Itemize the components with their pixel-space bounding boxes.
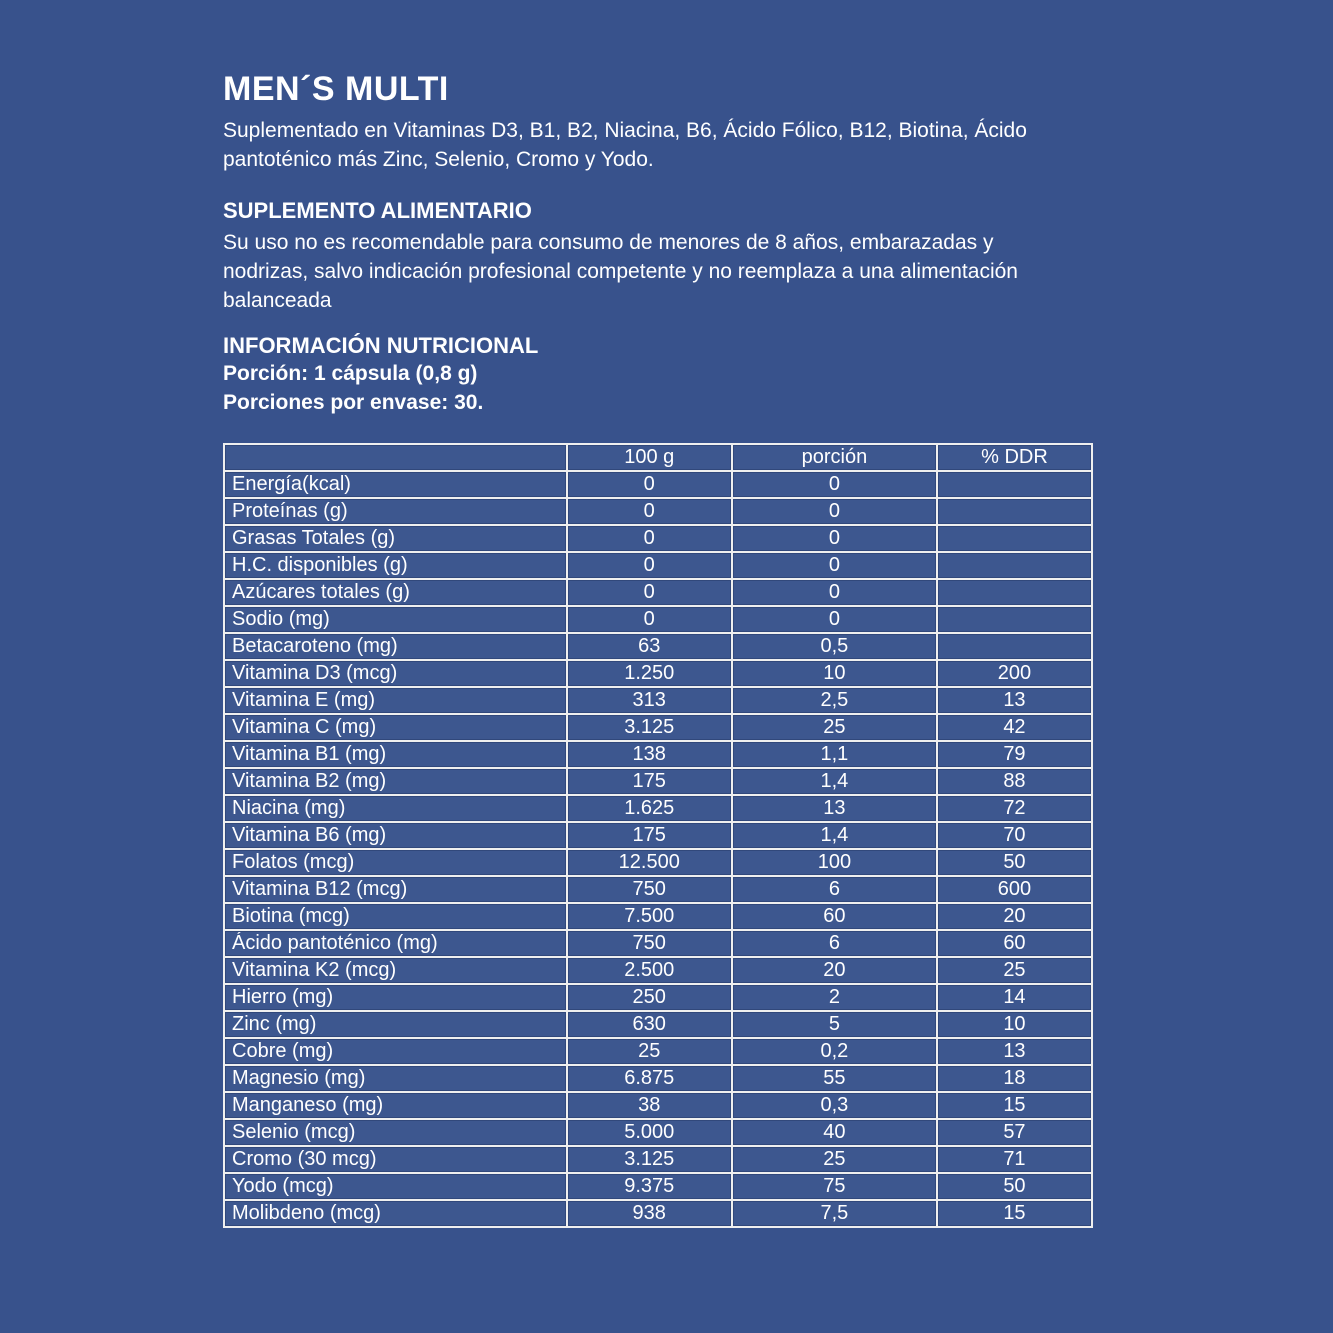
- nutrient-value-cell: 10: [733, 661, 936, 686]
- nutrient-value-cell: 25: [938, 958, 1091, 983]
- nutrient-value-cell: 71: [938, 1147, 1091, 1172]
- nutrient-value-cell: 0: [568, 499, 731, 524]
- nutrient-value-cell: 14: [938, 985, 1091, 1010]
- nutrient-value-cell: 42: [938, 715, 1091, 740]
- nutrient-name-cell: Vitamina C (mg): [225, 715, 566, 740]
- nutrient-value-cell: 72: [938, 796, 1091, 821]
- nutrient-name-cell: Vitamina E (mg): [225, 688, 566, 713]
- nutrient-value-cell: 25: [568, 1039, 731, 1064]
- nutrient-value-cell: [938, 607, 1091, 632]
- table-row: [225, 715, 1091, 740]
- nutrition-table-body: [225, 472, 1091, 1226]
- nutrient-value-cell: 18: [938, 1066, 1091, 1091]
- nutrient-name-cell: Selenio (mcg): [225, 1120, 566, 1145]
- nutrient-value-cell: [938, 526, 1091, 551]
- table-row: [225, 1039, 1091, 1064]
- nutrient-value-cell: [938, 634, 1091, 659]
- nutrient-value-cell: 1,4: [733, 769, 936, 794]
- column-header-nutrient: [225, 445, 566, 470]
- nutrient-value-cell: 250: [568, 985, 731, 1010]
- table-row: [225, 904, 1091, 929]
- table-row: [225, 688, 1091, 713]
- nutrient-value-cell: 12.500: [568, 850, 731, 875]
- nutrient-value-cell: 75: [733, 1174, 936, 1199]
- nutrient-name-cell: Vitamina B2 (mg): [225, 769, 566, 794]
- nutrient-value-cell: 55: [733, 1066, 936, 1091]
- nutrient-value-cell: 50: [938, 850, 1091, 875]
- table-row: [225, 607, 1091, 632]
- nutrient-name-cell: Hierro (mg): [225, 985, 566, 1010]
- nutrient-value-cell: 630: [568, 1012, 731, 1037]
- nutrient-value-cell: 13: [733, 796, 936, 821]
- nutrient-name-cell: Vitamina B1 (mg): [225, 742, 566, 767]
- table-row: [225, 796, 1091, 821]
- table-row: [225, 850, 1091, 875]
- nutrient-name-cell: Magnesio (mg): [225, 1066, 566, 1091]
- table-header-row: [225, 445, 1091, 470]
- nutrient-name-cell: Vitamina B12 (mcg): [225, 877, 566, 902]
- nutrient-value-cell: 57: [938, 1120, 1091, 1145]
- nutrient-value-cell: 750: [568, 931, 731, 956]
- nutrient-value-cell: 6: [733, 931, 936, 956]
- nutrient-value-cell: 938: [568, 1201, 731, 1226]
- product-subtitle: Suplementado en Vitaminas D3, B1, B2, Niacina, B6, Ácido Fólico, B12, Biotina, Ácido pantoténico más Zinc, Selenio, Cromo y Yodo.: [223, 119, 1027, 171]
- table-row: [225, 877, 1091, 902]
- table-row: [225, 742, 1091, 767]
- nutrient-name-cell: Sodio (mg): [225, 607, 566, 632]
- nutrient-name-cell: Proteínas (g): [225, 499, 566, 524]
- nutrient-value-cell: 1,4: [733, 823, 936, 848]
- table-row: [225, 472, 1091, 497]
- nutrient-value-cell: 0: [568, 472, 731, 497]
- nutrient-value-cell: 0: [733, 553, 936, 578]
- nutrient-value-cell: 13: [938, 688, 1091, 713]
- nutrient-value-cell: 0: [733, 607, 936, 632]
- nutrient-name-cell: Vitamina B6 (mg): [225, 823, 566, 848]
- nutrient-value-cell: 70: [938, 823, 1091, 848]
- table-row: [225, 1201, 1091, 1226]
- nutrient-value-cell: [938, 499, 1091, 524]
- nutrient-value-cell: 138: [568, 742, 731, 767]
- nutrient-value-cell: 2.500: [568, 958, 731, 983]
- label-content: [223, 70, 1095, 1228]
- nutrient-value-cell: 0: [568, 580, 731, 605]
- nutrient-value-cell: 88: [938, 769, 1091, 794]
- nutrient-value-cell: 2: [733, 985, 936, 1010]
- nutrient-value-cell: 175: [568, 769, 731, 794]
- nutrition-table-head: [225, 445, 1091, 470]
- table-row: [225, 1066, 1091, 1091]
- nutrient-value-cell: 0: [733, 499, 936, 524]
- nutrient-name-cell: Grasas Totales (g): [225, 526, 566, 551]
- table-row: [225, 931, 1091, 956]
- nutrient-value-cell: 0: [568, 607, 731, 632]
- column-header: 100 g: [568, 445, 731, 470]
- nutrient-value-cell: 0: [568, 553, 731, 578]
- nutrient-value-cell: 15: [938, 1093, 1091, 1118]
- servings-per-container: Porciones por envase: 30.: [223, 391, 484, 414]
- table-row: [225, 526, 1091, 551]
- nutrient-value-cell: [938, 472, 1091, 497]
- nutrient-value-cell: 3.125: [568, 1147, 731, 1172]
- nutrient-value-cell: 1.250: [568, 661, 731, 686]
- nutrient-value-cell: 5.000: [568, 1120, 731, 1145]
- nutrient-value-cell: 63: [568, 634, 731, 659]
- nutrient-value-cell: 25: [733, 1147, 936, 1172]
- nutrient-value-cell: 200: [938, 661, 1091, 686]
- supplement-heading: SUPLEMENTO ALIMENTARIO: [223, 198, 532, 223]
- nutrient-value-cell: 20: [938, 904, 1091, 929]
- product-title: MEN´S MULTI: [223, 70, 449, 108]
- nutrient-value-cell: 60: [938, 931, 1091, 956]
- nutrient-name-cell: Energía(kcal): [225, 472, 566, 497]
- nutrient-value-cell: 175: [568, 823, 731, 848]
- nutrient-value-cell: 10: [938, 1012, 1091, 1037]
- column-header: % DDR: [938, 445, 1091, 470]
- table-row: [225, 985, 1091, 1010]
- nutrient-name-cell: Cromo (30 mcg): [225, 1147, 566, 1172]
- nutrient-value-cell: 5: [733, 1012, 936, 1037]
- nutrient-value-cell: 0: [568, 526, 731, 551]
- serving-size: Porción: 1 cápsula (0,8 g): [223, 362, 478, 385]
- nutrient-value-cell: 9.375: [568, 1174, 731, 1199]
- nutrient-value-cell: 79: [938, 742, 1091, 767]
- nutrient-value-cell: 1,1: [733, 742, 936, 767]
- table-row: [225, 1012, 1091, 1037]
- nutrient-name-cell: Vitamina D3 (mcg): [225, 661, 566, 686]
- nutrient-value-cell: 38: [568, 1093, 731, 1118]
- nutrient-value-cell: 6: [733, 877, 936, 902]
- table-row: [225, 1147, 1091, 1172]
- nutrient-value-cell: [938, 580, 1091, 605]
- supplement-warning-text: Su uso no es recomendable para consumo de menores de 8 años, embarazadas y nodrizas, salvo indicación profesional competente y no reemplaza a una alimentación balanceada: [223, 231, 1018, 312]
- nutrient-value-cell: 0,3: [733, 1093, 936, 1118]
- nutrient-value-cell: 3.125: [568, 715, 731, 740]
- nutrient-name-cell: Biotina (mcg): [225, 904, 566, 929]
- nutrient-value-cell: 0,2: [733, 1039, 936, 1064]
- table-row: [225, 1120, 1091, 1145]
- nutrient-value-cell: 7,5: [733, 1201, 936, 1226]
- nutrition-info-heading: INFORMACIÓN NUTRICIONAL: [223, 333, 539, 358]
- nutrient-name-cell: Azúcares totales (g): [225, 580, 566, 605]
- table-row: [225, 1174, 1091, 1199]
- nutrient-name-cell: Ácido pantoténico (mg): [225, 931, 566, 956]
- table-row: [225, 580, 1091, 605]
- nutrient-name-cell: Manganeso (mg): [225, 1093, 566, 1118]
- nutrient-value-cell: 15: [938, 1201, 1091, 1226]
- nutrient-value-cell: 60: [733, 904, 936, 929]
- nutrient-value-cell: 0: [733, 580, 936, 605]
- nutrition-facts-table: [223, 443, 1093, 1228]
- nutrient-value-cell: 100: [733, 850, 936, 875]
- nutrient-value-cell: 50: [938, 1174, 1091, 1199]
- table-row: [225, 1093, 1091, 1118]
- nutrient-value-cell: [938, 553, 1091, 578]
- nutrient-value-cell: 25: [733, 715, 936, 740]
- nutrient-value-cell: 20: [733, 958, 936, 983]
- nutrient-value-cell: 2,5: [733, 688, 936, 713]
- nutrient-value-cell: 6.875: [568, 1066, 731, 1091]
- nutrient-value-cell: 0: [733, 472, 936, 497]
- nutrient-value-cell: 0: [733, 526, 936, 551]
- table-row: [225, 823, 1091, 848]
- column-header: porción: [733, 445, 936, 470]
- table-row: [225, 553, 1091, 578]
- nutrient-name-cell: Niacina (mg): [225, 796, 566, 821]
- nutrient-value-cell: 750: [568, 877, 731, 902]
- nutrient-name-cell: Betacaroteno (mg): [225, 634, 566, 659]
- table-row: [225, 661, 1091, 686]
- nutrient-name-cell: Vitamina K2 (mcg): [225, 958, 566, 983]
- nutrient-name-cell: Folatos (mcg): [225, 850, 566, 875]
- nutrient-name-cell: Molibdeno (mcg): [225, 1201, 566, 1226]
- table-row: [225, 958, 1091, 983]
- table-row: [225, 634, 1091, 659]
- nutrient-name-cell: Yodo (mcg): [225, 1174, 566, 1199]
- nutrient-value-cell: 1.625: [568, 796, 731, 821]
- nutrient-value-cell: 40: [733, 1120, 936, 1145]
- nutrient-value-cell: 13: [938, 1039, 1091, 1064]
- table-row: [225, 769, 1091, 794]
- nutrient-name-cell: Zinc (mg): [225, 1012, 566, 1037]
- nutrient-name-cell: H.C. disponibles (g): [225, 553, 566, 578]
- nutrient-value-cell: 600: [938, 877, 1091, 902]
- nutrient-name-cell: Cobre (mg): [225, 1039, 566, 1064]
- nutrient-value-cell: 7.500: [568, 904, 731, 929]
- table-row: [225, 499, 1091, 524]
- nutrient-value-cell: 0,5: [733, 634, 936, 659]
- nutrient-value-cell: 313: [568, 688, 731, 713]
